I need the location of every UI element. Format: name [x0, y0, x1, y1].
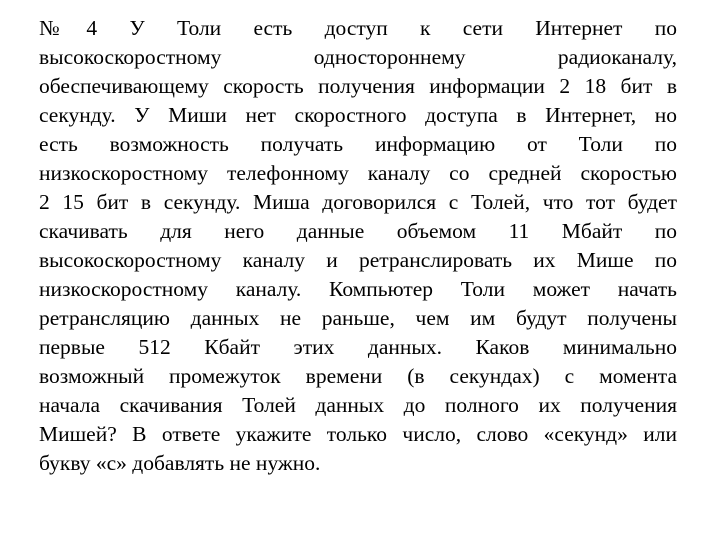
text-line: букву «с» добавлять не нужно.	[39, 451, 321, 475]
text-line: низкоскоростному телефонному каналу со средней скоростью	[39, 161, 677, 185]
text-line: низкоскоростному каналу. Компьютер Толи может начать	[39, 277, 677, 301]
problem-text	[39, 14, 677, 478]
text-line: начала скачивания Толей данных до полного их получения	[39, 393, 677, 417]
text-line: скачивать для него данные объемом 11 Мбайт по	[39, 219, 677, 243]
text-line: первые 512 Кбайт этих данных. Каков минимально	[39, 335, 677, 359]
text-line: №4 У Толи есть доступ к сети Интернет по	[39, 16, 677, 40]
text-line: 2 15 бит в секунду. Миша договорился с Толей, что тот будет	[39, 190, 677, 214]
text-line: секунду. У Миши нет скоростного доступа в Интернет, но	[39, 103, 677, 127]
text-line: высокоскоростному каналу и ретранслировать их Мише по	[39, 248, 677, 272]
text-line: обеспечивающему скорость получения информации 2 18 бит в	[39, 74, 677, 98]
text-line: ретрансляцию данных не раньше, чем им будут получены	[39, 306, 677, 330]
text-line: возможный промежуток времени (в секундах) с момента	[39, 364, 677, 388]
text-line: есть возможность получать информацию от Толи по	[39, 132, 677, 156]
text-line: Мишей? В ответе укажите только число, слово «секунд» или	[39, 422, 677, 446]
text-line: высокоскоростному одностороннему радиоканалу,	[39, 45, 677, 69]
